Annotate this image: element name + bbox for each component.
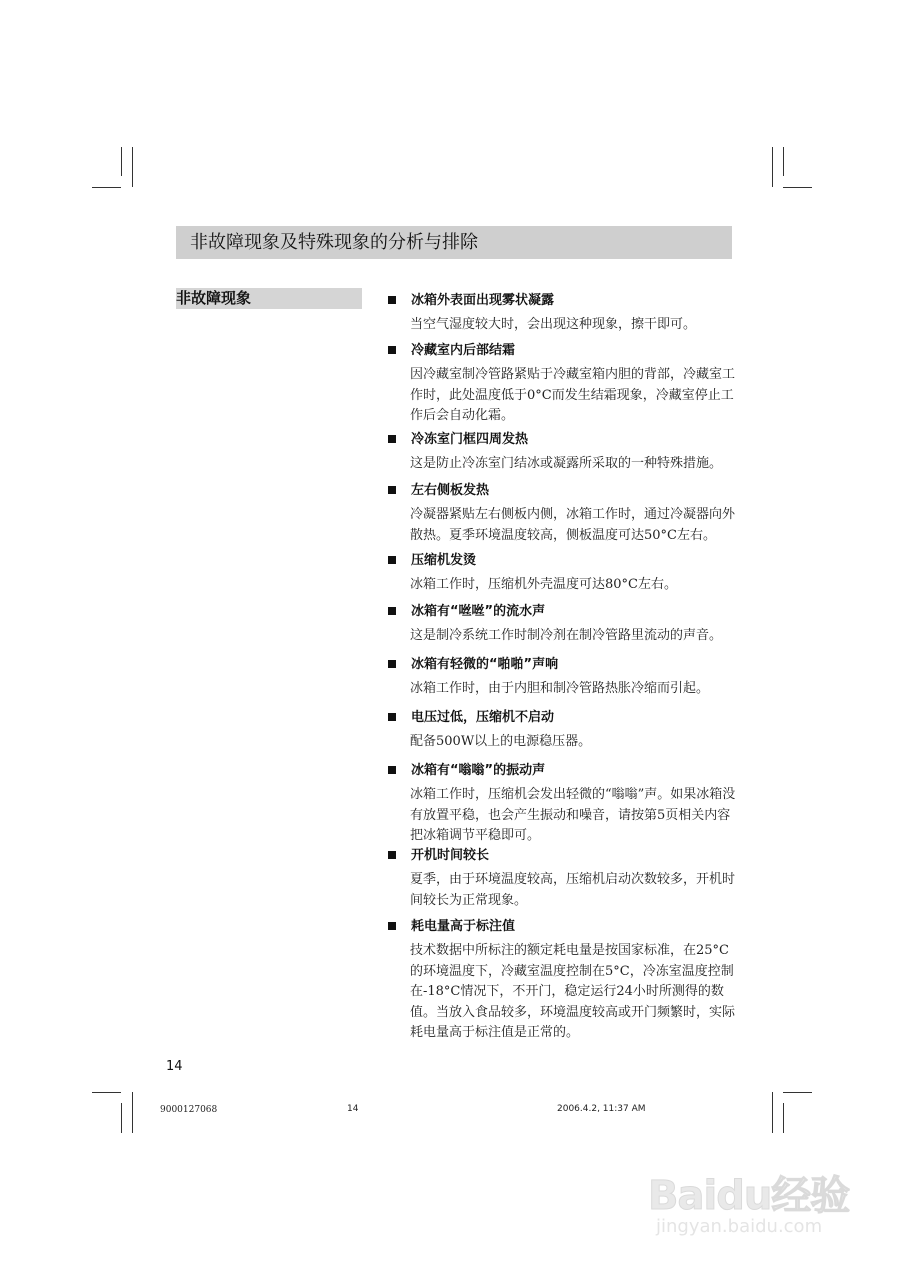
list-item (388, 552, 738, 596)
item-description: 这是防止冷冻室门结冰或凝露所采取的一种特殊措施。 (410, 456, 723, 471)
footer-date: 2006.4.2, 11:37 AM (557, 1104, 646, 1114)
square-bullet-icon (388, 346, 396, 354)
list-item (388, 709, 738, 753)
footer-page: 14 (347, 1104, 359, 1114)
watermark-brand: Baidu经验 (648, 1173, 850, 1219)
square-bullet-icon (388, 660, 396, 668)
crop-mark (92, 187, 121, 188)
item-title: 开机时间较长 (411, 848, 490, 863)
crop-mark (121, 1103, 122, 1133)
crop-mark (783, 147, 784, 176)
list-item (388, 431, 738, 475)
list-item (388, 762, 738, 847)
item-description: 冰箱工作时，由于内胆和制冷管路热胀冷缩而引起。 (410, 681, 710, 696)
square-bullet-icon (388, 713, 396, 721)
page-number: 14 (166, 1059, 183, 1074)
crop-mark (783, 1103, 784, 1133)
list-item (388, 656, 738, 700)
crop-mark (772, 1092, 773, 1133)
watermark-url: jingyan.baidu.com (656, 1216, 823, 1237)
item-title: 电压过低，压缩机不启动 (411, 710, 555, 725)
square-bullet-icon (388, 556, 396, 564)
square-bullet-icon (388, 851, 396, 859)
crop-mark (783, 1092, 812, 1093)
item-title: 冷冻室门框四周发热 (411, 432, 529, 447)
square-bullet-icon (388, 296, 396, 304)
item-title: 冷藏室内后部结霜 (411, 343, 516, 358)
crop-mark (132, 147, 133, 187)
square-bullet-icon (388, 435, 396, 443)
item-title: 左右侧板发热 (411, 483, 490, 498)
section-label: 非故障现象 (176, 288, 362, 309)
item-description: 技术数据中所标注的额定耗电量是按国家标准，在25°C的环境温度下，冷藏室温度控制在5°C，冷冻室温度控制在-18°C情况下，不开门，稳定运行24小时所测得的数值。当放入食品较多，环境温度较高或开门频繁时，实际耗电量高于标注值是正常的。 (410, 943, 736, 1040)
crop-mark (772, 147, 773, 187)
item-description: 冰箱工作时，压缩机会发出轻微的“嗡嗡”声。如果冰箱没有放置平稳，也会产生振动和噪音，请按第5页相关内容把冰箱调节平稳即可。 (410, 787, 736, 843)
crop-mark (783, 187, 812, 188)
item-description: 夏季，由于环境温度较高，压缩机启动次数较多，开机时间较长为正常现象。 (410, 872, 736, 908)
item-description: 因冷藏室制冷管路紧贴于冷藏室箱内胆的背部，冷藏室工作时，此处温度低于0°C而发生结霜现象，冷藏室停止工作后会自动化霜。 (410, 367, 736, 423)
square-bullet-icon (388, 486, 396, 494)
square-bullet-icon (388, 766, 396, 774)
list-item (388, 292, 738, 336)
item-description: 当空气湿度较大时，会出现这种现象，擦干即可。 (410, 317, 697, 332)
crop-mark (92, 1092, 121, 1093)
list-item (388, 918, 738, 1044)
item-title: 冰箱有“嗡嗡”的振动声 (411, 763, 546, 778)
crop-mark (132, 1092, 133, 1133)
item-description: 配备500W以上的电源稳压器。 (410, 734, 592, 749)
page-title: 非故障现象及特殊现象的分析与排除 (176, 226, 732, 259)
list-item (388, 847, 738, 911)
list-item (388, 482, 738, 546)
item-title: 压缩机发烫 (411, 553, 477, 568)
square-bullet-icon (388, 922, 396, 930)
item-title: 冰箱外表面出现雾状凝露 (411, 293, 555, 308)
item-description: 冰箱工作时，压缩机外壳温度可达80°C左右。 (410, 577, 677, 592)
item-title: 冰箱有“咝咝”的流水声 (411, 604, 546, 619)
list-item (388, 603, 738, 647)
square-bullet-icon (388, 607, 396, 615)
item-title: 冰箱有轻微的“啪啪”声响 (411, 657, 559, 672)
item-description: 冷凝器紧贴左右侧板内侧，冰箱工作时，通过冷凝器向外散热。夏季环境温度较高，侧板温度可达50°C左右。 (410, 507, 736, 543)
item-description: 这是制冷系统工作时制冷剂在制冷管路里流动的声音。 (410, 628, 723, 643)
list-item (388, 342, 738, 427)
footer-code: 9000127068 (160, 1105, 218, 1115)
item-title: 耗电量高于标注值 (411, 919, 516, 934)
crop-mark (121, 147, 122, 176)
baidu-watermark (640, 1140, 860, 1250)
